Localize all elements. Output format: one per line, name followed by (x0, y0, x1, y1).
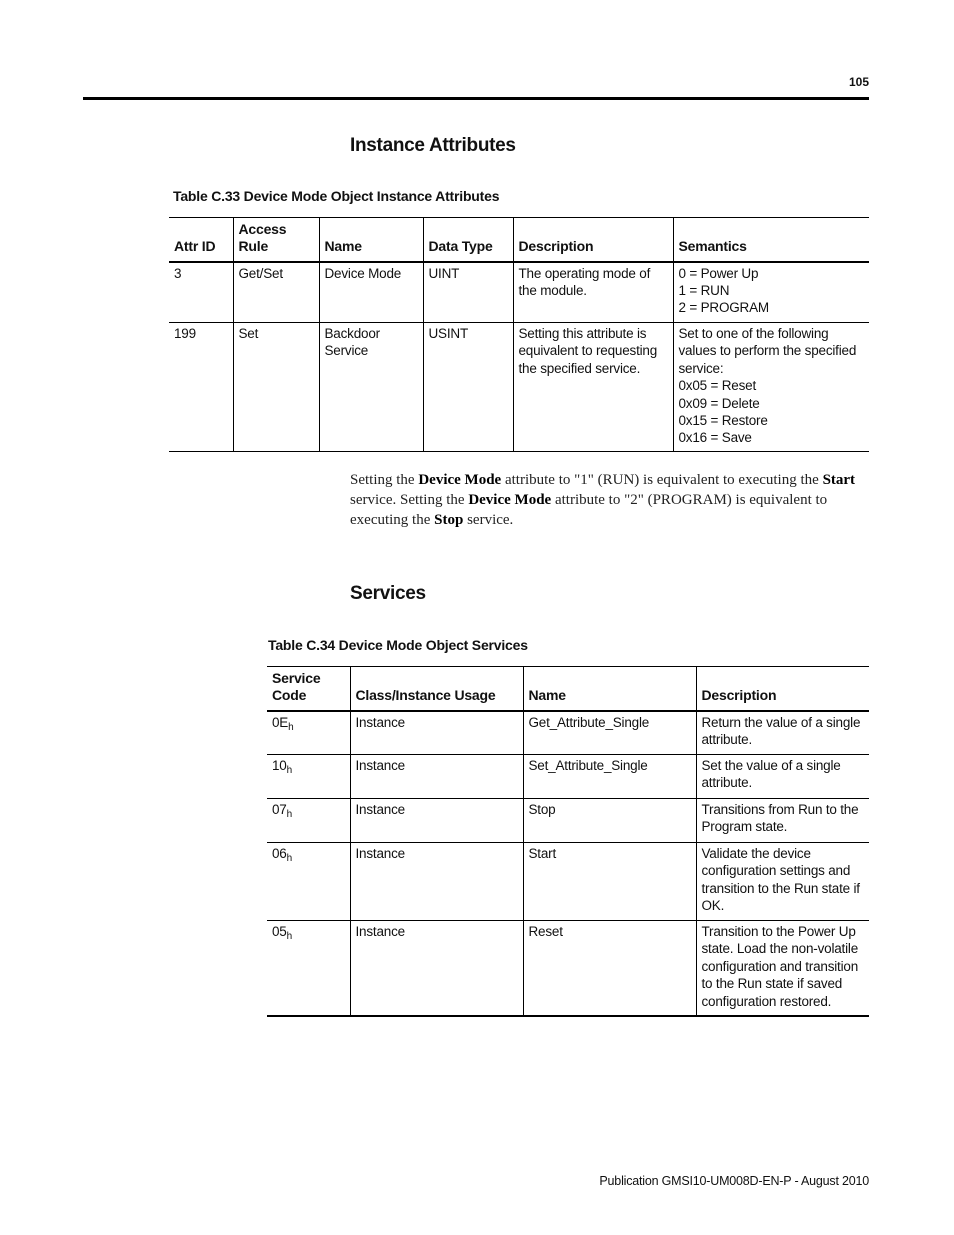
column-header-service-code: Service Code (267, 667, 350, 711)
cell-description: The operating mode of the module. (513, 262, 673, 323)
column-header-data-type: Data Type (423, 218, 513, 262)
hex-subscript: h (286, 765, 292, 776)
cell-name: Get_Attribute_Single (523, 711, 696, 755)
cell-semantics: Set to one of the following values to perform the specified service: 0x05 = Reset 0x09 = Delete 0x15 = Restore 0x16 = Save (673, 323, 869, 452)
cell-usage: Instance (350, 799, 523, 843)
cell-usage: Instance (350, 711, 523, 755)
hex-subscript: h (286, 809, 292, 820)
cell-usage: Instance (350, 843, 523, 921)
cell-access-rule: Set (233, 323, 319, 452)
section-heading-instance-attributes: Instance Attributes (350, 135, 516, 156)
body-paragraph (350, 470, 870, 530)
column-header-semantics: Semantics (673, 218, 869, 262)
table-row (267, 711, 869, 755)
table-row (267, 755, 869, 799)
column-header-description: Description (513, 218, 673, 262)
paragraph-bold-term: Stop (434, 512, 464, 528)
section-heading-services: Services (350, 583, 426, 604)
cell-service-code (267, 755, 350, 799)
cell-data-type: UINT (423, 262, 513, 323)
cell-service-code (267, 799, 350, 843)
table-caption-c33: Table C.33 Device Mode Object Instance Attributes (173, 188, 500, 204)
cell-service-code (267, 711, 350, 755)
service-code-value: 10 (272, 758, 287, 773)
hex-subscript: h (288, 721, 294, 733)
cell-description: Transitions from Run to the Program state. (696, 799, 869, 843)
cell-usage: Instance (350, 921, 523, 1016)
service-code-value: 06 (272, 846, 287, 861)
table-caption-c34: Table C.34 Device Mode Object Services (268, 637, 528, 653)
table-row (169, 323, 869, 452)
paragraph-text: service. (463, 512, 514, 528)
cell-description: Transition to the Power Up state. Load the non-volatile configuration and transition to the Run state if saved configuration restored. (696, 921, 869, 1016)
column-header-description: Description (696, 667, 869, 711)
cell-name: Stop (523, 799, 696, 843)
cell-attr-id: 199 (169, 323, 233, 452)
paragraph-text: attribute to "1" (RUN) is equivalent to executing the (501, 472, 823, 488)
cell-name: Reset (523, 921, 696, 1016)
paragraph-text: service. Setting the (350, 492, 469, 508)
cell-name: Set_Attribute_Single (523, 755, 696, 799)
column-header-name: Name (523, 667, 696, 711)
paragraph-text: Setting the (350, 472, 419, 488)
cell-name: Start (523, 843, 696, 921)
instance-attributes-table (169, 217, 869, 452)
cell-service-code (267, 843, 350, 921)
column-header-usage: Class/Instance Usage (350, 667, 523, 711)
hex-subscript: h (286, 931, 292, 942)
cell-semantics: 0 = Power Up 1 = RUN 2 = PROGRAM (673, 262, 869, 323)
cell-description: Return the value of a single attribute. (696, 711, 869, 755)
service-code-value: 07 (272, 802, 287, 817)
table-header-row (267, 667, 869, 711)
service-code-value: 05 (272, 924, 287, 939)
table-row (267, 799, 869, 843)
cell-description: Set the value of a single attribute. (696, 755, 869, 799)
cell-service-code (267, 921, 350, 1016)
cell-data-type: USINT (423, 323, 513, 452)
cell-name: Backdoor Service (319, 323, 423, 452)
cell-usage: Instance (350, 755, 523, 799)
page-number: 105 (848, 75, 869, 89)
table-row (169, 262, 869, 323)
column-header-attr-id: Attr ID (169, 218, 233, 262)
paragraph-bold-term: Start (822, 472, 856, 488)
paragraph-bold-term: Device Mode (418, 472, 502, 488)
publication-footer: Publication GMSI10-UM008D-EN-P - August 2010 (599, 1174, 869, 1188)
cell-description: Validate the device configuration settings and transition to the Run state if OK. (696, 843, 869, 921)
cell-name: Device Mode (319, 262, 423, 323)
hex-subscript: h (286, 853, 292, 864)
cell-access-rule: Get/Set (233, 262, 319, 323)
paragraph-bold-term: Device Mode (468, 492, 552, 508)
cell-attr-id: 3 (169, 262, 233, 323)
service-code-value: 0E (272, 714, 289, 730)
header-rule (83, 97, 869, 100)
table-header-row (169, 218, 869, 262)
services-table (267, 666, 869, 1017)
column-header-name: Name (319, 218, 423, 262)
table-row (267, 843, 869, 921)
cell-description: Setting this attribute is equivalent to requesting the specified service. (513, 323, 673, 452)
table-row (267, 921, 869, 1016)
column-header-access-rule: Access Rule (233, 218, 319, 262)
paragraph-text: attribute to "2" (PROGRAM) is equivalent to executing the (350, 492, 828, 528)
